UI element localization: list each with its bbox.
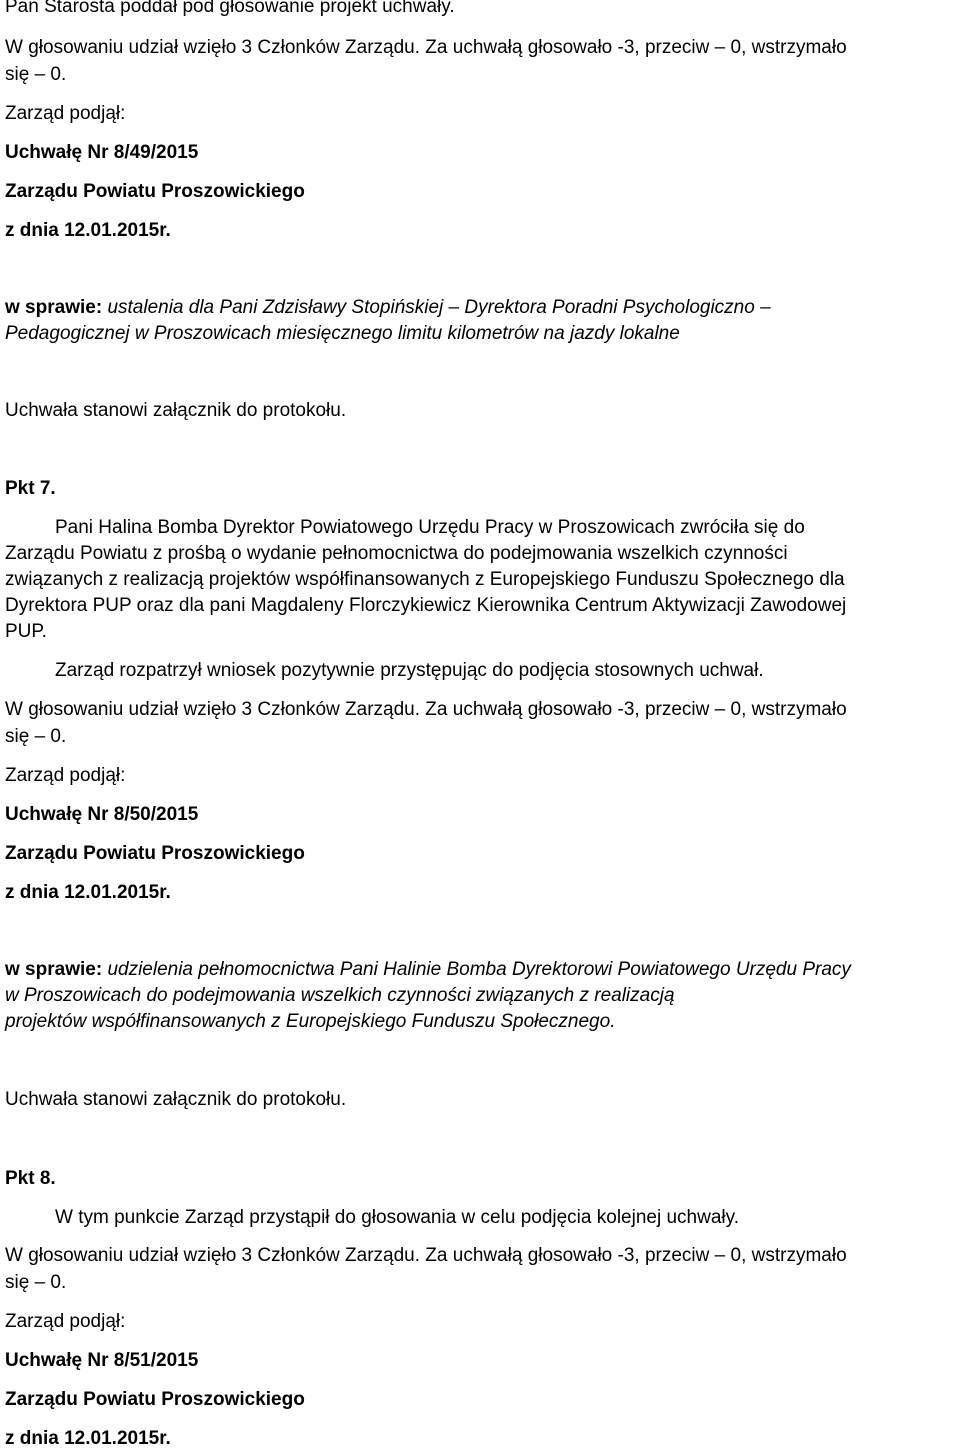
paragraph-line: Dyrektora PUP oraz dla pani Magdaleny Florczykiewicz Kierownika Centrum Aktywizacji Zawodowej bbox=[5, 595, 847, 616]
resolution-body: Zarządu Powiatu Proszowickiego bbox=[5, 1389, 305, 1410]
resolution-number: Uchwałę Nr 8/49/2015 bbox=[5, 142, 199, 163]
vote-line: się – 0. bbox=[5, 64, 67, 85]
resolution-date: z dnia 12.01.2015r. bbox=[5, 882, 171, 903]
resolution-lead: Zarząd podjął: bbox=[5, 1311, 126, 1332]
resolution-number: Uchwałę Nr 8/50/2015 bbox=[5, 804, 199, 825]
resolution-body: Zarządu Powiatu Proszowickiego bbox=[5, 181, 305, 202]
section-heading: Pkt 8. bbox=[5, 1168, 56, 1189]
vote-line: W głosowaniu udział wzięło 3 Członków Zarządu. Za uchwałą głosowało -3, przeciw – 0, wstrzymało bbox=[5, 37, 847, 58]
vote-line: się – 0. bbox=[5, 1272, 67, 1293]
resolution-body: Zarządu Powiatu Proszowickiego bbox=[5, 843, 305, 864]
paragraph-line: W tym punkcie Zarząd przystąpił do głosowania w celu podjęcia kolejnej uchwały. bbox=[55, 1207, 739, 1228]
resolution-date: z dnia 12.01.2015r. bbox=[5, 220, 171, 241]
intro-text: Pan Starosta poddał pod głosowanie projekt uchwały. bbox=[5, 0, 455, 17]
paragraph-line: PUP. bbox=[5, 621, 47, 642]
decision-text: Zarząd rozpatrzył wniosek pozytywnie przystępując do podjęcia stosownych uchwał. bbox=[55, 660, 764, 681]
paragraph-line: Pani Halina Bomba Dyrektor Powiatowego Urzędu Pracy w Proszowicach zwróciła się do bbox=[55, 517, 805, 538]
subject-label: w sprawie: bbox=[5, 297, 103, 318]
subject-label: w sprawie: bbox=[5, 959, 103, 980]
resolution-date: z dnia 12.01.2015r. bbox=[5, 1428, 171, 1449]
resolution-subject bbox=[5, 959, 851, 981]
subject-text: w Proszowicach do podejmowania wszelkich czynności związanych z realizacją bbox=[5, 985, 675, 1006]
attachment-note: Uchwała stanowi załącznik do protokołu. bbox=[5, 1089, 347, 1110]
resolution-number: Uchwałę Nr 8/51/2015 bbox=[5, 1350, 199, 1371]
paragraph-line: Zarządu Powiatu z prośbą o wydanie pełnomocnictwa do podejmowania wszelkich czynności bbox=[5, 543, 788, 564]
section-heading: Pkt 7. bbox=[5, 478, 56, 499]
subject-text: Pedagogicznej w Proszowicach miesięcznego limitu kilometrów na jazdy lokalne bbox=[5, 323, 680, 344]
resolution-lead: Zarząd podjął: bbox=[5, 765, 126, 786]
attachment-note: Uchwała stanowi załącznik do protokołu. bbox=[5, 400, 347, 421]
subject-text: udzielenia pełnomocnictwa Pani Halinie Bomba Dyrektorowi Powiatowego Urzędu Pracy bbox=[107, 959, 851, 980]
resolution-subject bbox=[5, 297, 771, 319]
vote-line: się – 0. bbox=[5, 726, 67, 747]
vote-line: W głosowaniu udział wzięło 3 Członków Zarządu. Za uchwałą głosowało -3, przeciw – 0, wstrzymało bbox=[5, 1245, 847, 1266]
subject-text: ustalenia dla Pani Zdzisławy Stopińskiej – Dyrektora Poradni Psychologiczno – bbox=[107, 297, 771, 318]
subject-text: projektów współfinansowanych z Europejskiego Funduszu Społecznego. bbox=[5, 1011, 616, 1032]
paragraph-line: związanych z realizacją projektów współfinansowanych z Europejskiego Funduszu Społecznego dla bbox=[5, 569, 845, 590]
vote-line: W głosowaniu udział wzięło 3 Członków Zarządu. Za uchwałą głosowało -3, przeciw – 0, wstrzymało bbox=[5, 699, 847, 720]
resolution-lead: Zarząd podjął: bbox=[5, 103, 126, 124]
